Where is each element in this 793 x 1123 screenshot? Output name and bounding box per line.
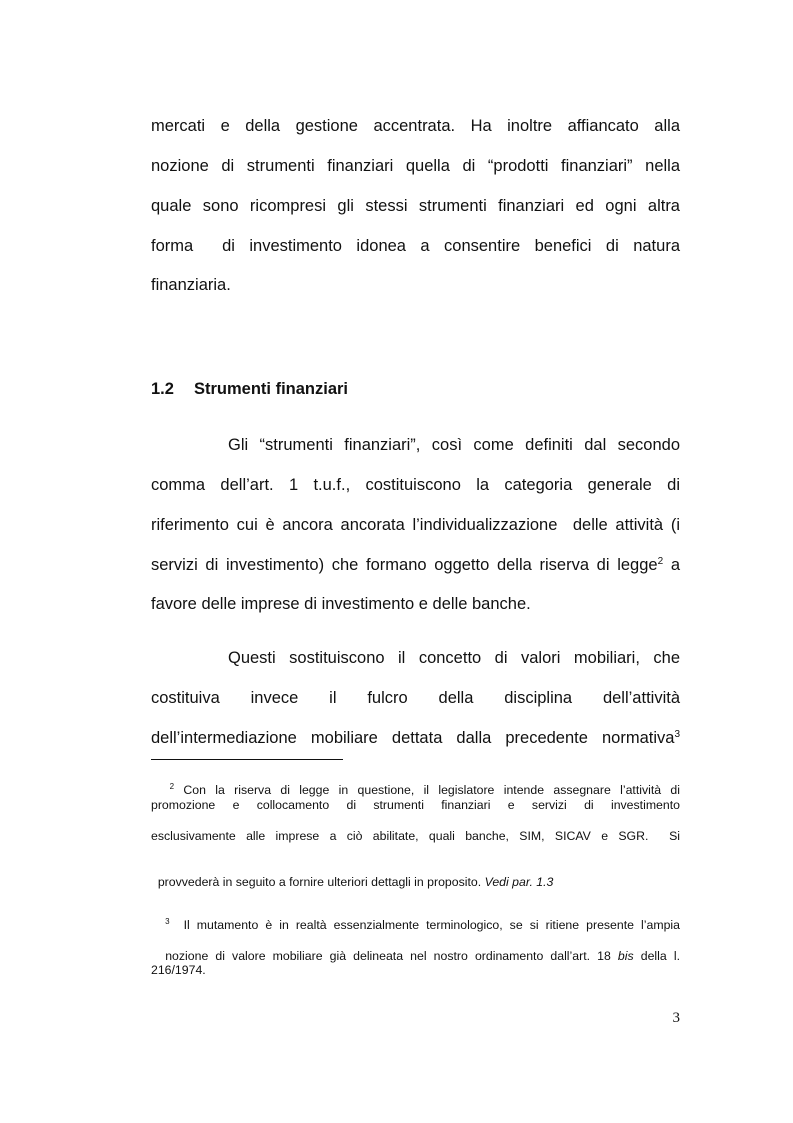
page-number: 3 [672, 1010, 680, 1026]
footnote-2-line-3: esclusivamente alle imprese a ciò abilitate, quali banche, SIM, SICAV e SGR. Si [151, 829, 680, 843]
paragraph-3-line-2: costituiva invece il fulcro della disciplina dell’attività [151, 689, 680, 707]
footnote-3-mark: 3 [165, 917, 170, 926]
paragraph-3-line-3-text: dell’intermediazione mobiliare dettata dalla precedente normativa [151, 729, 675, 747]
section-title: Strumenti finanziari [194, 380, 349, 398]
paragraph-1-line-2: nozione di strumenti finanziari quella di “prodotti finanziari” nella [151, 157, 680, 175]
footnote-3-line-3: 216/1974. [151, 963, 206, 977]
footnote-3-line-2-tail: della l. [633, 949, 680, 963]
paragraph-1-line-3: quale sono ricompresi gli stessi strumenti finanziari ed ogni altra [151, 197, 680, 215]
footnote-2-line-1-text: Con la riserva di legge in questione, il legislatore intende assegnare l’attività di [174, 783, 680, 797]
footnote-2-line-4 [151, 858, 680, 890]
footnote-2-cross-reference: Vedi par. 1.3 [484, 875, 554, 889]
footnote-3-line-1 [151, 901, 680, 933]
paragraph-3-line-3 [151, 728, 680, 748]
paragraph-2-line-2: comma dell’art. 1 t.u.f., costituiscono la categoria generale di [151, 476, 680, 494]
paragraph-2-line-3: riferimento cui è ancora ancorata l’individualizzazione delle attività (i [151, 516, 680, 534]
section-heading [151, 379, 348, 399]
footnote-2-line-2: promozione e collocamento di strumenti finanziari e servizi di investimento [151, 798, 680, 812]
footnote-ref-2: 2 [657, 556, 664, 567]
paragraph-2-line-4-text: servizi di investimento) che formano oggetto della riserva di legge [151, 556, 658, 574]
footnote-3-line-2 [151, 932, 680, 964]
footnote-2-line-4-text: provvederà in seguito a fornire ulteriori dettagli in proposito. [157, 875, 485, 889]
footnote-separator [151, 759, 343, 760]
section-number: 1.2 [151, 380, 174, 398]
paragraph-1-line-5: finanziaria. [151, 276, 231, 294]
footnote-3-line-1-text: Il mutamento è in realtà essenzialmente terminologico, se si ritiene presente l’ampia [169, 918, 680, 932]
paragraph-2-line-4-tail: a [663, 556, 680, 574]
paragraph-2-line-5: favore delle imprese di investimento e delle banche. [151, 595, 531, 613]
paragraph-2-line-1: Gli “strumenti finanziari”, così come definiti dal secondo [228, 436, 680, 454]
footnote-ref-3: 3 [674, 729, 680, 740]
paragraph-1-line-1: mercati e della gestione accentrata. Ha inoltre affiancato alla [151, 117, 680, 135]
footnote-3-line-2-text: nozione di valore mobiliare già delineata nel nostro ordinamento dall’art. 18 [165, 949, 618, 963]
paragraph-2-line-4 [151, 555, 680, 575]
footnote-2-mark: 2 [169, 782, 175, 791]
paragraph-1-line-4: forma di investimento idonea a consentire benefici di natura [151, 237, 680, 255]
footnote-2-line-1 [151, 766, 680, 798]
paragraph-3-line-1: Questi sostituiscono il concetto di valori mobiliari, che [228, 649, 680, 667]
footnote-3-bis: bis [617, 949, 634, 963]
